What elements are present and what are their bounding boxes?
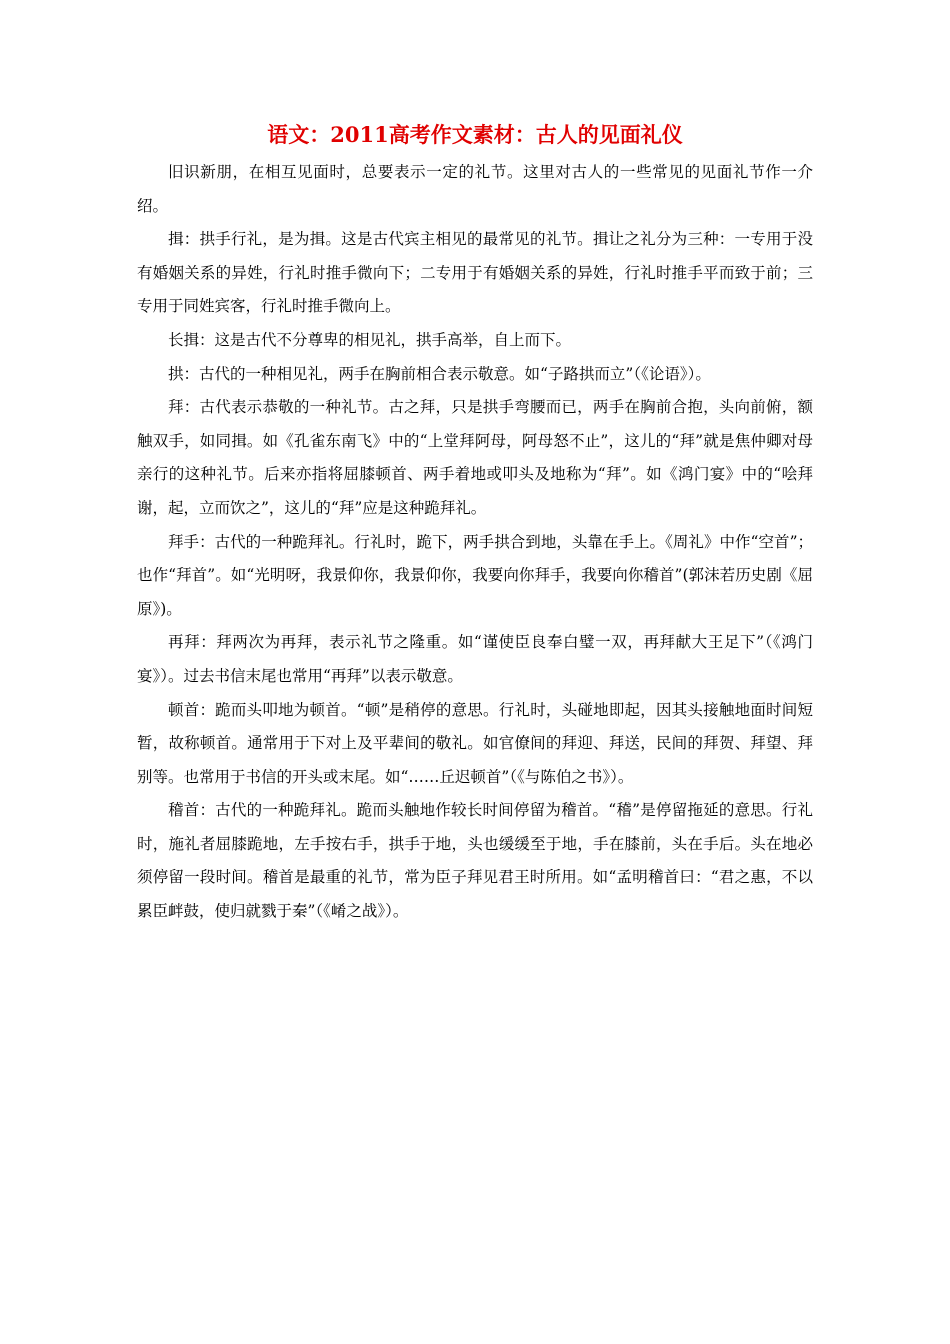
paragraph-dunshou: 顿首：跪而头叩地为顿首。“顿”是稍停的意思。行礼时，头碰地即起，因其头接触地面时间短暂，故称顿首。通常用于下对上及平辈间的敬礼。如官僚间的拜迎、拜送，民间的拜贺、拜望、拜别等。也常用于书信的开头或末尾。如“……丘迟顿首”（《与陈伯之书》）。	[137, 700, 813, 786]
paragraph-zaibai: 再拜：拜两次为再拜，表示礼节之隆重。如“谨使臣良奉白璧一双，再拜献大王足下”（《鸿门宴》）。过去书信末尾也常用“再拜”以表示敬意。	[137, 633, 813, 685]
paragraph-gong: 拱：古代的一种相见礼，两手在胸前相合表示敬意。如“子路拱而立”（《论语》）。	[168, 364, 711, 383]
paragraph-yi: 揖：拱手行礼，是为揖。这是古代宾主相见的最常见的礼节。揖让之礼分为三种：一专用于没有婚姻关系的异姓，行礼时推手微向下；二专用于有婚姻关系的异姓，行礼时推手平而致于前；三专用于同姓宾客，行礼时推手微向上。	[137, 230, 813, 316]
paragraph-baishou: 拜手：古代的一种跪拜礼。行礼时，跪下，两手拱合到地，头靠在手上。《周礼》中作“空首”；也作“拜首”。如“光明呀，我景仰你，我景仰你，我要向你拜手，我要向你稽首”(郭沫若历史剧《屈原》)。	[137, 532, 813, 618]
paragraph-intro: 旧识新朋，在相互见面时，总要表示一定的礼节。这里对古人的一些常见的见面礼节作一介绍。	[137, 163, 813, 215]
paragraph-bai: 拜：古代表示恭敬的一种礼节。古之拜，只是拱手弯腰而已，两手在胸前合抱，头向前俯，额触双手，如同揖。如《孔雀东南飞》中的“上堂拜阿母，阿母怒不止”，这儿的“拜”就是焦仲卿对母亲行的这种礼节。后来亦指将屈膝顿首、两手着地或叩头及地称为“拜”。如《鸿门宴》中的“哙拜谢，起，立而饮之”，这儿的“拜”应是这种跪拜礼。	[137, 398, 813, 517]
paragraph-changyi: 长揖：这是古代不分尊卑的相见礼，拱手高举，自上而下。	[168, 330, 572, 349]
paragraph-qishou: 稽首：古代的一种跪拜礼。跪而头触地作较长时间停留为稽首。“稽”是停留拖延的意思。行礼时，施礼者屈膝跪地，左手按右手，拱手于地，头也缓缓至于地，手在膝前，头在手后。头在地必须停留一段时间。稽首是最重的礼节，常为臣子拜见君王时所用。如“孟明稽首曰：“君之惠，不以累臣衅鼓，使归就戮于秦”（《崤之战》）。	[137, 801, 813, 921]
document-title: 语文：2011高考作文素材：古人的见面礼仪	[267, 122, 683, 147]
document-body	[137, 118, 813, 929]
